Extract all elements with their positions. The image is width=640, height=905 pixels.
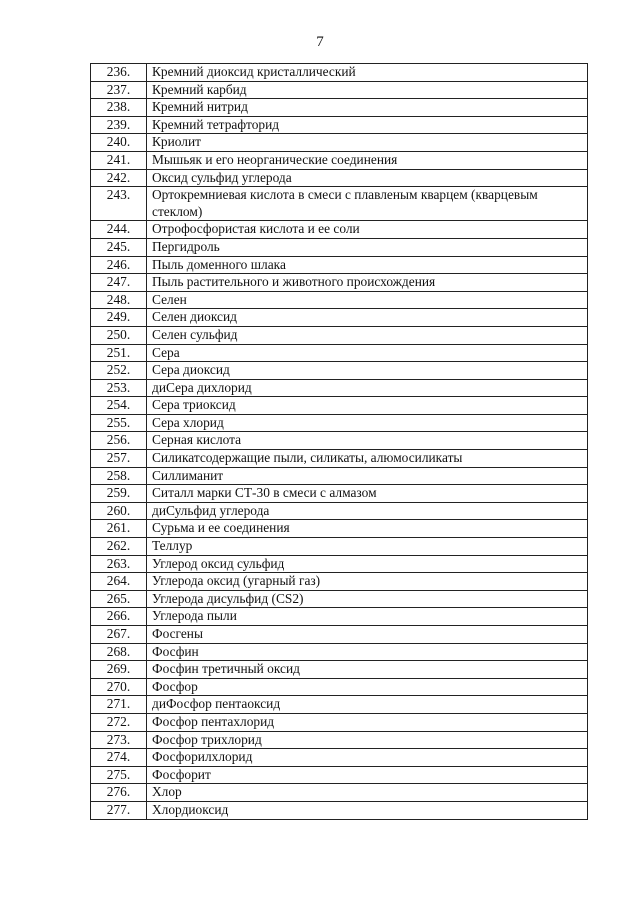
row-number: 247. (91, 274, 147, 292)
row-number: 259. (91, 485, 147, 503)
substance-name: Силлиманит (147, 467, 588, 485)
page-number: 7 (316, 34, 324, 50)
substance-name: Кремний карбид (147, 81, 588, 99)
substance-name: Фосгены (147, 626, 588, 644)
substance-name: Фосфор пентахлорид (147, 713, 588, 731)
row-number: 273. (91, 731, 147, 749)
substance-name: Фосфор трихлорид (147, 731, 588, 749)
row-number: 261. (91, 520, 147, 538)
table-row (91, 274, 588, 292)
row-number: 272. (91, 713, 147, 731)
substance-name: Ортокремниевая кислота в смеси с плавленым кварцем (кварцевым стеклом) (147, 187, 588, 221)
row-number: 242. (91, 169, 147, 187)
row-number: 267. (91, 626, 147, 644)
row-number: 248. (91, 291, 147, 309)
row-number: 239. (91, 116, 147, 134)
substance-name: Углерода оксид (угарный газ) (147, 573, 588, 591)
substance-name: Криолит (147, 134, 588, 152)
table-row (91, 678, 588, 696)
substance-name: Селен сульфид (147, 326, 588, 344)
row-number: 245. (91, 238, 147, 256)
row-number: 253. (91, 379, 147, 397)
table-row (91, 326, 588, 344)
row-number: 276. (91, 784, 147, 802)
row-number: 256. (91, 432, 147, 450)
row-number: 243. (91, 187, 147, 221)
substance-name: Сера диоксид (147, 362, 588, 380)
table-row (91, 169, 588, 187)
substance-name: Сера хлорид (147, 414, 588, 432)
table-row (91, 608, 588, 626)
table-row (91, 573, 588, 591)
substance-name: Фосфин (147, 643, 588, 661)
row-number: 258. (91, 467, 147, 485)
table-row (91, 731, 588, 749)
substance-name: Кремний тетрафторид (147, 116, 588, 134)
table-row (91, 801, 588, 819)
row-number: 236. (91, 64, 147, 82)
table-row (91, 64, 588, 82)
row-number: 260. (91, 502, 147, 520)
table-row (91, 766, 588, 784)
substance-name: Хлордиоксид (147, 801, 588, 819)
substance-name: Фосфин третичный оксид (147, 661, 588, 679)
substance-name: Сера (147, 344, 588, 362)
table-row (91, 520, 588, 538)
substance-name: Пергидроль (147, 238, 588, 256)
table-row (91, 661, 588, 679)
table-row (91, 749, 588, 767)
substances-table (90, 63, 588, 820)
table-row (91, 450, 588, 468)
row-number: 266. (91, 608, 147, 626)
row-number: 265. (91, 590, 147, 608)
substance-name: Хлор (147, 784, 588, 802)
substance-name: Сурьма и ее соединения (147, 520, 588, 538)
row-number: 252. (91, 362, 147, 380)
row-number: 275. (91, 766, 147, 784)
substance-name: диСера дихлорид (147, 379, 588, 397)
row-number: 255. (91, 414, 147, 432)
row-number: 254. (91, 397, 147, 415)
row-number: 268. (91, 643, 147, 661)
substance-name: диСульфид углерода (147, 502, 588, 520)
substance-name: Пыль доменного шлака (147, 256, 588, 274)
substance-name: Ситалл марки СТ-30 в смеси с алмазом (147, 485, 588, 503)
table-row (91, 485, 588, 503)
substance-name: Серная кислота (147, 432, 588, 450)
table-row (91, 626, 588, 644)
table-body (91, 64, 588, 820)
row-number: 237. (91, 81, 147, 99)
row-number: 263. (91, 555, 147, 573)
row-number: 269. (91, 661, 147, 679)
substance-name: Пыль растительного и животного происхождения (147, 274, 588, 292)
substance-name: Отрофосфористая кислота и ее соли (147, 221, 588, 239)
substance-name: Кремний диоксид кристаллический (147, 64, 588, 82)
table-row (91, 414, 588, 432)
row-number: 264. (91, 573, 147, 591)
row-number: 250. (91, 326, 147, 344)
substance-name: Фосфорилхлорид (147, 749, 588, 767)
table-row (91, 784, 588, 802)
substance-name: Фосфор (147, 678, 588, 696)
row-number: 238. (91, 99, 147, 117)
row-number: 271. (91, 696, 147, 714)
table-row (91, 81, 588, 99)
substance-name: Фосфорит (147, 766, 588, 784)
table-row (91, 467, 588, 485)
table-row (91, 221, 588, 239)
table-row (91, 134, 588, 152)
row-number: 277. (91, 801, 147, 819)
row-number: 257. (91, 450, 147, 468)
row-number: 241. (91, 151, 147, 169)
table-row (91, 99, 588, 117)
table-row (91, 256, 588, 274)
substance-name: Углерода пыли (147, 608, 588, 626)
table-row (91, 590, 588, 608)
substance-name: Оксид сульфид углерода (147, 169, 588, 187)
substance-name: Селен диоксид (147, 309, 588, 327)
substance-name: диФосфор пентаоксид (147, 696, 588, 714)
table-row (91, 555, 588, 573)
table-row (91, 362, 588, 380)
substance-name: Кремний нитрид (147, 99, 588, 117)
row-number: 274. (91, 749, 147, 767)
table-row (91, 116, 588, 134)
row-number: 244. (91, 221, 147, 239)
table-row (91, 538, 588, 556)
table-row (91, 643, 588, 661)
table-row (91, 713, 588, 731)
row-number: 251. (91, 344, 147, 362)
row-number: 246. (91, 256, 147, 274)
substance-name: Теллур (147, 538, 588, 556)
substance-name: Силикатсодержащие пыли, силикаты, алюмосиликаты (147, 450, 588, 468)
table-row (91, 238, 588, 256)
substance-name: Углерод оксид сульфид (147, 555, 588, 573)
row-number: 240. (91, 134, 147, 152)
table-row (91, 309, 588, 327)
table-row (91, 187, 588, 221)
substance-name: Углерода дисульфид (CS2) (147, 590, 588, 608)
row-number: 270. (91, 678, 147, 696)
substance-name: Селен (147, 291, 588, 309)
table-row (91, 502, 588, 520)
table-row (91, 151, 588, 169)
table-row (91, 344, 588, 362)
table-row (91, 291, 588, 309)
substance-name: Сера триоксид (147, 397, 588, 415)
table-row (91, 397, 588, 415)
row-number: 249. (91, 309, 147, 327)
table-row (91, 432, 588, 450)
table-row (91, 379, 588, 397)
row-number: 262. (91, 538, 147, 556)
table-row (91, 696, 588, 714)
substance-name: Мышьяк и его неорганические соединения (147, 151, 588, 169)
